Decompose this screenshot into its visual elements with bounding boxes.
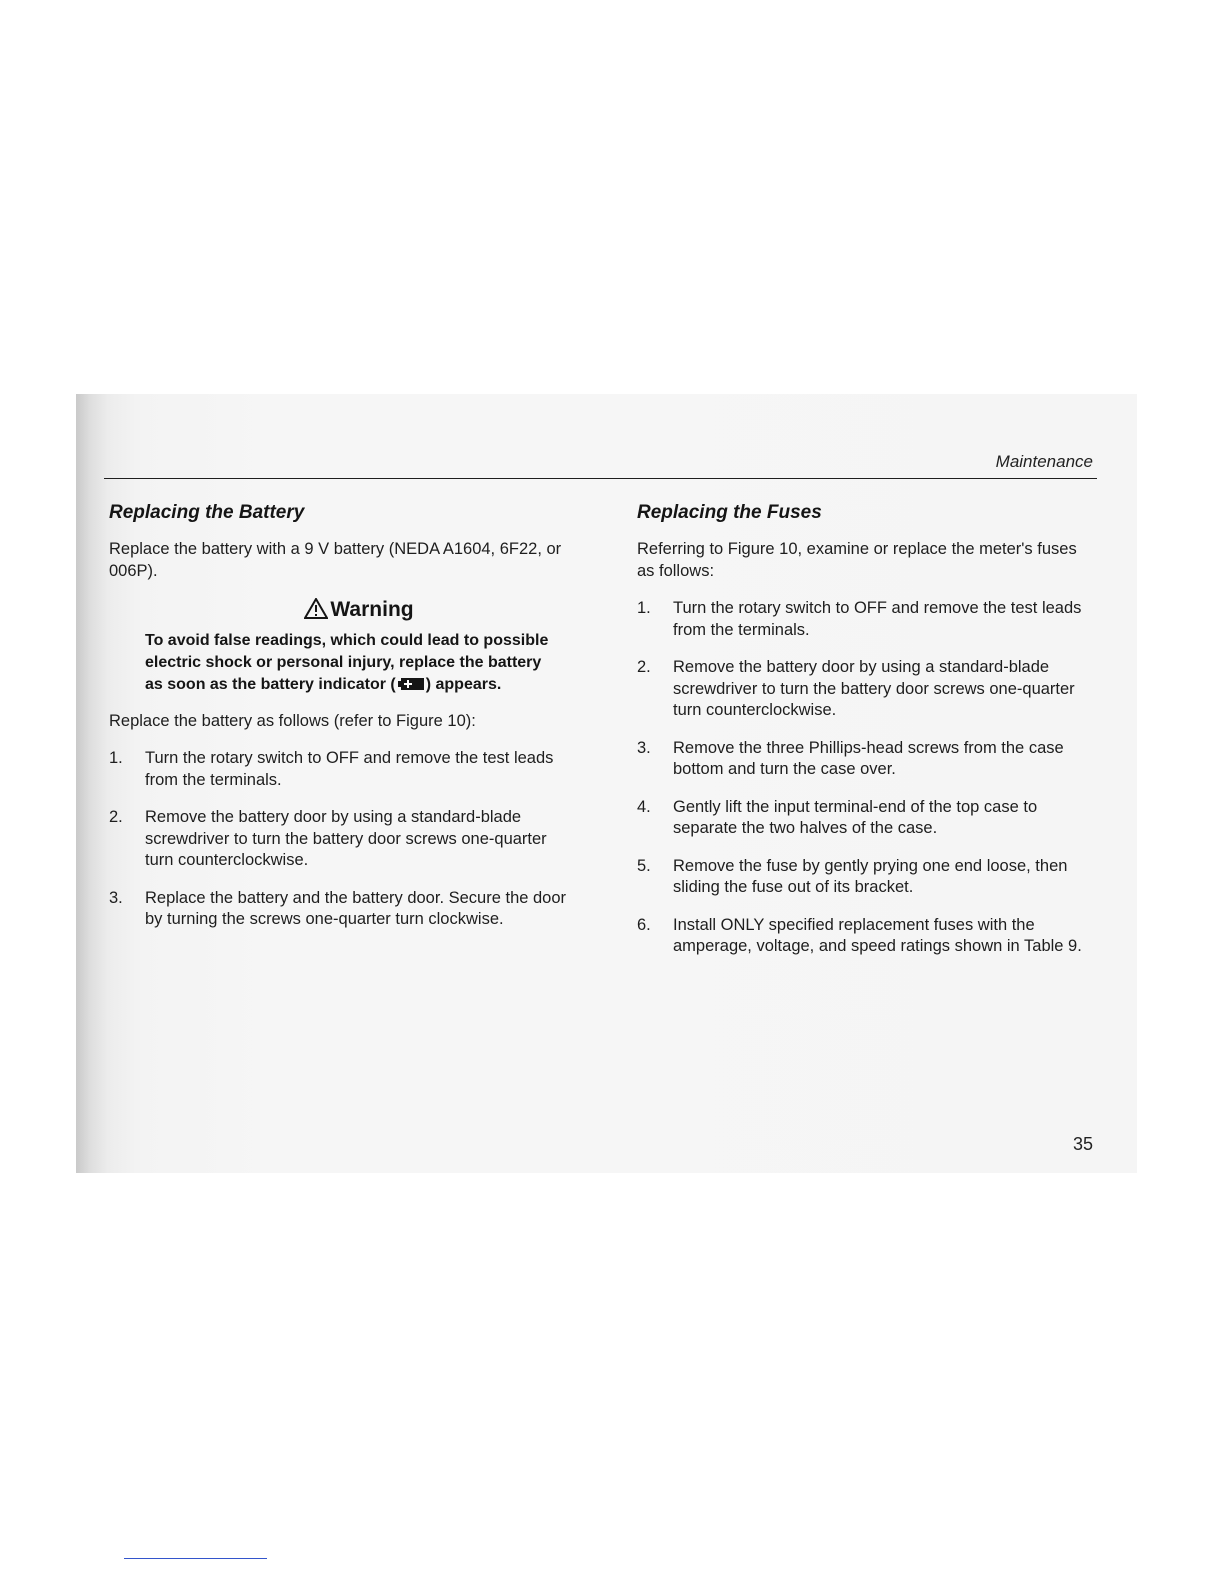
step-number: 2. bbox=[637, 658, 651, 676]
step-number: 3. bbox=[109, 888, 123, 907]
warning-title: Warning bbox=[330, 598, 414, 621]
header-rule bbox=[104, 478, 1097, 479]
list-item bbox=[637, 915, 1097, 958]
battery-steps bbox=[109, 748, 569, 931]
warning-triangle-icon bbox=[304, 598, 328, 619]
page-number: 35 bbox=[1072, 1134, 1093, 1154]
warning-title-row bbox=[109, 598, 569, 622]
step-text: Gently lift the input terminal-end of the top case to separate the two halves of the case. bbox=[673, 797, 1038, 837]
fuses-heading: Replacing the Fuses bbox=[637, 502, 822, 523]
step-number: 1. bbox=[637, 599, 651, 617]
step-number: 1. bbox=[109, 749, 123, 767]
list-item bbox=[109, 888, 569, 931]
step-text: Turn the rotary switch to OFF and remove the test leads from the terminals. bbox=[673, 599, 1082, 639]
battery-indicator-icon bbox=[398, 677, 424, 691]
fuses-intro: Referring to Figure 10, examine or replace the meter's fuses as follows: bbox=[637, 540, 1077, 580]
footnote-rule bbox=[124, 1558, 267, 1559]
list-item bbox=[109, 807, 569, 872]
fuse-steps bbox=[637, 598, 1097, 958]
warning-box bbox=[109, 598, 569, 696]
step-number: 2. bbox=[109, 808, 123, 826]
battery-heading: Replacing the Battery bbox=[109, 502, 305, 523]
list-item bbox=[637, 738, 1097, 781]
step-text: Remove the three Phillips-head screws from the case bottom and turn the case over. bbox=[673, 738, 1064, 778]
warning-text bbox=[109, 630, 569, 696]
step-number: 4. bbox=[637, 797, 651, 816]
list-item bbox=[637, 856, 1097, 899]
list-item bbox=[637, 657, 1097, 722]
battery-lead: Replace the battery as follows (refer to Figure 10): bbox=[109, 712, 476, 730]
list-item bbox=[109, 748, 569, 791]
warning-text-before: To avoid false readings, which could lead to possible electric shock or personal injury, replace the battery as soon as the battery indicator ( bbox=[145, 632, 549, 693]
warning-text-after: ) appears. bbox=[425, 676, 502, 693]
battery-intro: Replace the battery with a 9 V battery (NEDA A1604, 6F22, or 006P). bbox=[109, 540, 562, 580]
list-item bbox=[637, 598, 1097, 641]
list-item bbox=[637, 797, 1097, 840]
step-text: Remove the battery door by using a standard-blade screwdriver to turn the battery door screws one-quarter turn counterclockwise. bbox=[673, 658, 1075, 719]
left-column bbox=[109, 502, 569, 947]
step-text: Install ONLY specified replacement fuses with the amperage, voltage, and speed ratings shown in Table 9. bbox=[673, 915, 1082, 955]
step-number: 3. bbox=[637, 738, 651, 757]
step-text: Turn the rotary switch to OFF and remove the test leads from the terminals. bbox=[145, 749, 554, 789]
step-text: Replace the battery and the battery door. Secure the door by turning the screws one-quarter turn clockwise. bbox=[145, 888, 567, 928]
step-number: 5. bbox=[637, 856, 651, 875]
scanned-page bbox=[76, 394, 1137, 1173]
step-text: Remove the battery door by using a standard-blade screwdriver to turn the battery door screws one-quarter turn counterclockwise. bbox=[145, 808, 547, 869]
right-column bbox=[637, 502, 1097, 974]
step-number: 6. bbox=[637, 915, 651, 934]
step-text: Remove the fuse by gently prying one end loose, then sliding the fuse out of its bracket. bbox=[673, 856, 1068, 896]
section-header: Maintenance bbox=[995, 452, 1093, 471]
